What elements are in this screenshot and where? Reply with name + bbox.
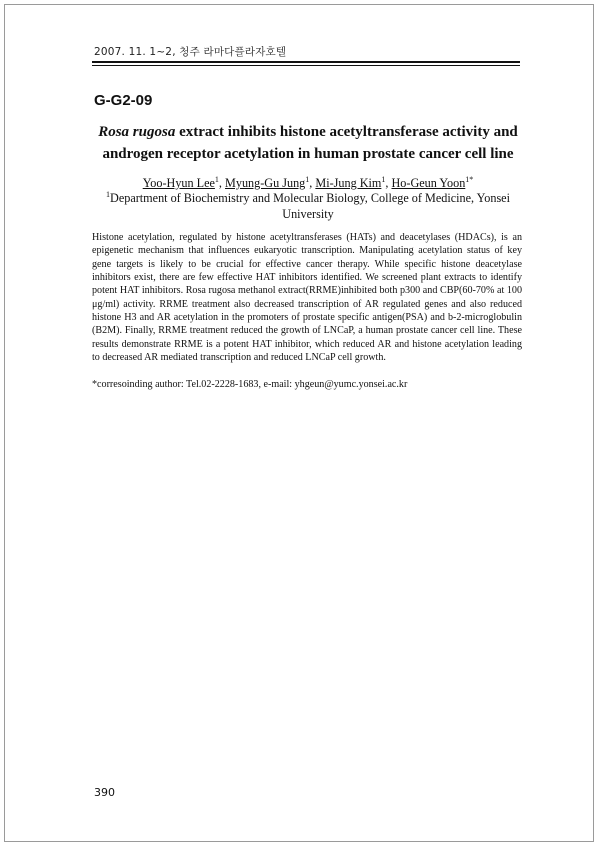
abstract-body [92, 231, 522, 364]
header-rule-thick [92, 61, 520, 63]
title-rest: extract inhibits histone acetyltransferase activity and androgen receptor acetylation in human prostate cancer cell line [102, 124, 518, 162]
corresponding-author: *corresoinding author: Tel.02-2228-1683, e-mail: yhgeun@yumc.yonsei.ac.kr [92, 379, 408, 390]
author-name: Yoo-Hyun Lee [142, 176, 215, 191]
affiliation-marker: 1 [106, 190, 111, 199]
author-affil-marker: 1 [305, 175, 310, 184]
author-name: Myung-Gu Jung [225, 176, 306, 191]
author-affil-marker: 1 [214, 175, 219, 184]
header-rule-thin [92, 65, 520, 66]
paper-title [96, 121, 520, 165]
abstract-id: G-G2-09 [94, 92, 153, 109]
running-header: 2007. 11. 1~2, 청주 라마다플라자호텔 [94, 46, 287, 58]
author-affil-marker: 1* [465, 175, 474, 184]
author-affil-marker: 1 [381, 175, 386, 184]
affiliation-text: Department of Biochemistry and Molecular Biology, College of Medicine, Yonsei University [110, 191, 510, 222]
author-name: Mi-Jung Kim [315, 176, 382, 191]
author-list: Yoo-Hyun Lee$^1$, Myung-Gu Jung$^1$, Mi-Jung Kim$^1$, Ho-Geun Yoon$^{1*}$ [142, 175, 474, 191]
title-species: Rosa rugosa [98, 124, 176, 140]
author-name: Ho-Geun Yoon [391, 176, 466, 191]
affiliation [96, 187, 520, 222]
abstract-paragraph: Histone acetylation, regulated by histone acetyltransferases (HATs) and deacetylases (HDACs), is an epigenetic mechanism that influences eukaryotic transcription. Manipulating acetylation status of key gene targets is likely to be crucial for effective cancer therapy. While specific histone deacetylase inhibitors exist, there are few effective HAT inhibitors identified. We screened plant extracts to identify potent HAT inhibitors. Rosa rugosa methanol extract(RRME)inhibited both p300 and CBP(60-70% at 100 μg/ml) activity. RRME treatment also decreased transcription of AR regulated genes and also reduced histone H3 and AR acetylation in the promoters of prostate specific antigen(PSA) and b-2-microglobulin (B2M). Finally, RRME treatment reduced the growth of LNCaP, a human prostate cancer cell line. These results demonstrate RRME is a potent HAT inhibitor, which reduced AR and histone acetylation leading to decreased AR mediated transcription and reduced LNCaP cell growth. [92, 232, 522, 364]
page-number: 390 [94, 786, 115, 799]
